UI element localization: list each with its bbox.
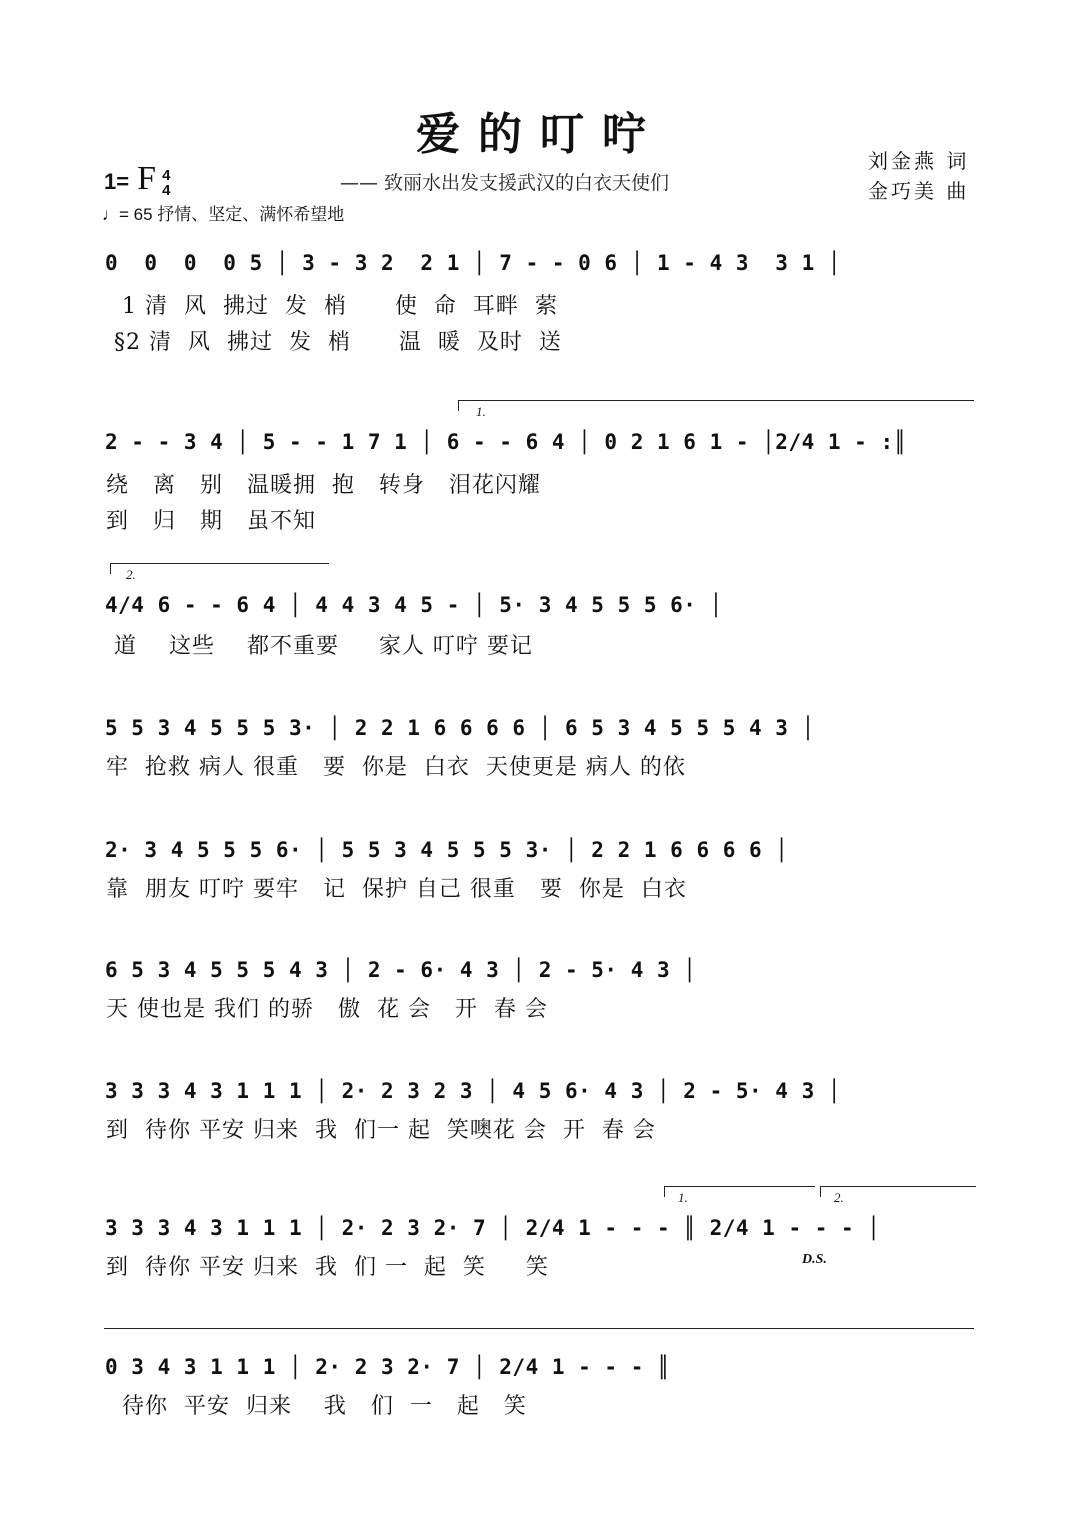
- lyric-line: 道 这些 都不重要 家人 叮咛 要记: [106, 634, 533, 659]
- second-ending-number: 2.: [126, 567, 136, 582]
- time-bottom: 4: [162, 182, 171, 200]
- notation-line: 0 0 0 0 5 │ 3 - 3 2 2 1 │ 7 - - 0 6 │ 1 - 4 3 3 1 │: [105, 251, 842, 275]
- notation-line: 2 - - 3 4 │ 5 - - 1 7 1 │ 6 - - 6 4 │ 0 2 1 6 1 - │2/4 1 - :║: [105, 430, 907, 454]
- credits: [868, 146, 969, 206]
- notation-line: 3 3 3 4 3 1 1 1 │ 2· 2 3 2 3 │ 4 5 6· 4 3 │ 2 - 5· 4 3 │: [105, 1079, 842, 1103]
- notation-line: 3 3 3 4 3 1 1 1 │ 2· 2 3 2· 7 │ 2/4 1 - - - ║ 2/4 1 - - - │: [105, 1216, 881, 1240]
- second-ending-bracket: [110, 563, 329, 574]
- key-letter: F: [137, 160, 157, 197]
- notation-line: 4/4 6 - - 6 4 │ 4 4 3 4 5 - │ 5· 3 4 5 5 5 6· │: [105, 593, 723, 617]
- second-ending-number: 2.: [834, 1190, 844, 1205]
- lyricist-credit: 刘金燕 词: [868, 149, 970, 173]
- notation-line: 0 3 4 3 1 1 1 │ 2· 2 3 2· 7 │ 2/4 1 - - - ║: [105, 1355, 671, 1379]
- dedication-subtitle: —— 致丽水出发支援武汉的白衣天使们: [340, 172, 670, 194]
- time-signature: [162, 168, 170, 198]
- lyric-verse-1: 绕 离 别 温暖拥 抱 转身 泪花闪耀: [106, 473, 541, 498]
- first-ending-number: 1.: [678, 1190, 688, 1205]
- first-ending-bracket: [458, 400, 974, 411]
- notation-line: 5 5 3 4 5 5 5 3· │ 2 2 1 6 6 6 6 │ 6 5 3 4 5 5 5 4 3 │: [105, 716, 815, 740]
- coda-rule: [104, 1328, 974, 1329]
- time-top: 4: [162, 167, 171, 185]
- composer-credit: 金巧美 曲: [868, 179, 970, 203]
- notation-line: 2· 3 4 5 5 5 6· │ 5 5 3 4 5 5 5 3· │ 2 2 1 6 6 6 6 │: [105, 838, 789, 862]
- lyric-line: 待你 平安 归来 我 们 一 起 笑: [106, 1394, 527, 1419]
- dal-segno-marking: D.S.: [802, 1252, 827, 1267]
- lyric-line: 牢 抢救 病人 很重 要 你是 白衣 天使更是 病人 的依: [106, 755, 686, 780]
- lyric-line: 到 待你 平安 归来 我 们一 起 笑噢花 会 开 春 会: [106, 1118, 656, 1143]
- tempo-marking: ♩= 65 抒情、坚定、满怀希望地: [102, 205, 345, 224]
- key-signature: [104, 160, 170, 198]
- lyric-line: 到 待你 平安 归来 我 们 一 起 笑 笑: [106, 1255, 549, 1280]
- song-title: 爱的叮咛: [416, 109, 664, 160]
- key-label: 1=: [104, 169, 130, 194]
- lyric-line: 靠 朋友 叮咛 要牢 记 保护 自己 很重 要 你是 白衣: [106, 877, 687, 902]
- lyric-verse-1: 1 清 风 拂过 发 梢 使 命 耳畔 萦: [106, 294, 558, 319]
- lyric-line: 天 使也是 我们 的骄 傲 花 会 开 春 会: [106, 997, 548, 1022]
- first-ending-number: 1.: [476, 404, 486, 419]
- notation-line: 6 5 3 4 5 5 5 4 3 │ 2 - 6· 4 3 │ 2 - 5· 4 3 │: [105, 958, 697, 982]
- lyric-verse-2: 到 归 期 虽不知: [106, 509, 316, 534]
- lyric-verse-2: §2 清 风 拂过 发 梢 温 暖 及时 送: [106, 330, 562, 355]
